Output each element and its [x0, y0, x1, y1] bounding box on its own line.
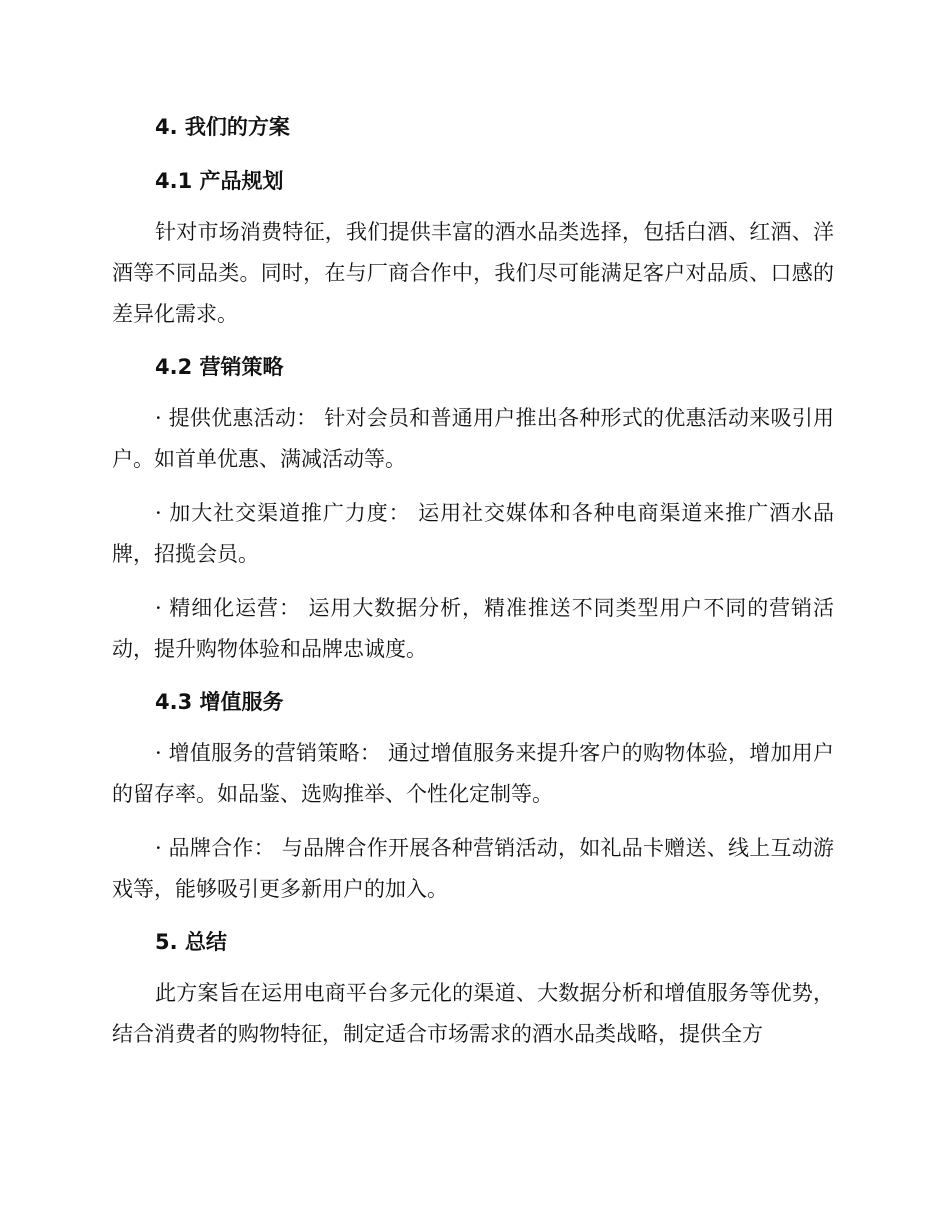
document-body	[112, 108, 834, 1068]
section-5-heading: 5. 总结	[155, 930, 227, 954]
marketing-bullet-discounts: · 提供优惠活动： 针对会员和普通用户推出各种形式的优惠活动来吸引用户。如首单优惠、满减活动等。	[112, 406, 834, 471]
section-4-1-heading: 4.1 产品规划	[155, 169, 284, 193]
section-4-3-heading: 4.3 增值服务	[155, 690, 284, 714]
section-4-1-paragraph: 针对市场消费特征，我们提供丰富的酒水品类选择，包括白酒、红酒、洋酒等不同品类。同时，在与厂商合作中，我们尽可能满足客户对品质、口感的差异化需求。	[112, 220, 834, 326]
marketing-bullet-social-channels: · 加大社交渠道推广力度： 运用社交媒体和各种电商渠道来推广酒水品牌，招揽会员。	[112, 501, 834, 566]
marketing-bullet-refined-operations: · 精细化运营： 运用大数据分析，精准推送不同类型用户不同的营销活动，提升购物体验和品牌忠诚度。	[112, 596, 834, 661]
section-4-heading: 4. 我们的方案	[155, 115, 290, 139]
section-4-2-heading: 4.2 营销策略	[155, 355, 284, 379]
service-bullet-brand-cooperation: · 品牌合作： 与品牌合作开展各种营销活动，如礼品卡赠送、线上互动游戏等，能够吸引更多新用户的加入。	[112, 836, 834, 901]
service-bullet-value-added: · 增值服务的营销策略： 通过增值服务来提升客户的购物体验，增加用户的留存率。如品鉴、选购推举、个性化定制等。	[112, 741, 834, 806]
section-5-paragraph: 此方案旨在运用电商平台多元化的渠道、大数据分析和增值服务等优势，结合消费者的购物特征，制定适合市场需求的酒水品类战略，提供全方	[112, 981, 834, 1046]
